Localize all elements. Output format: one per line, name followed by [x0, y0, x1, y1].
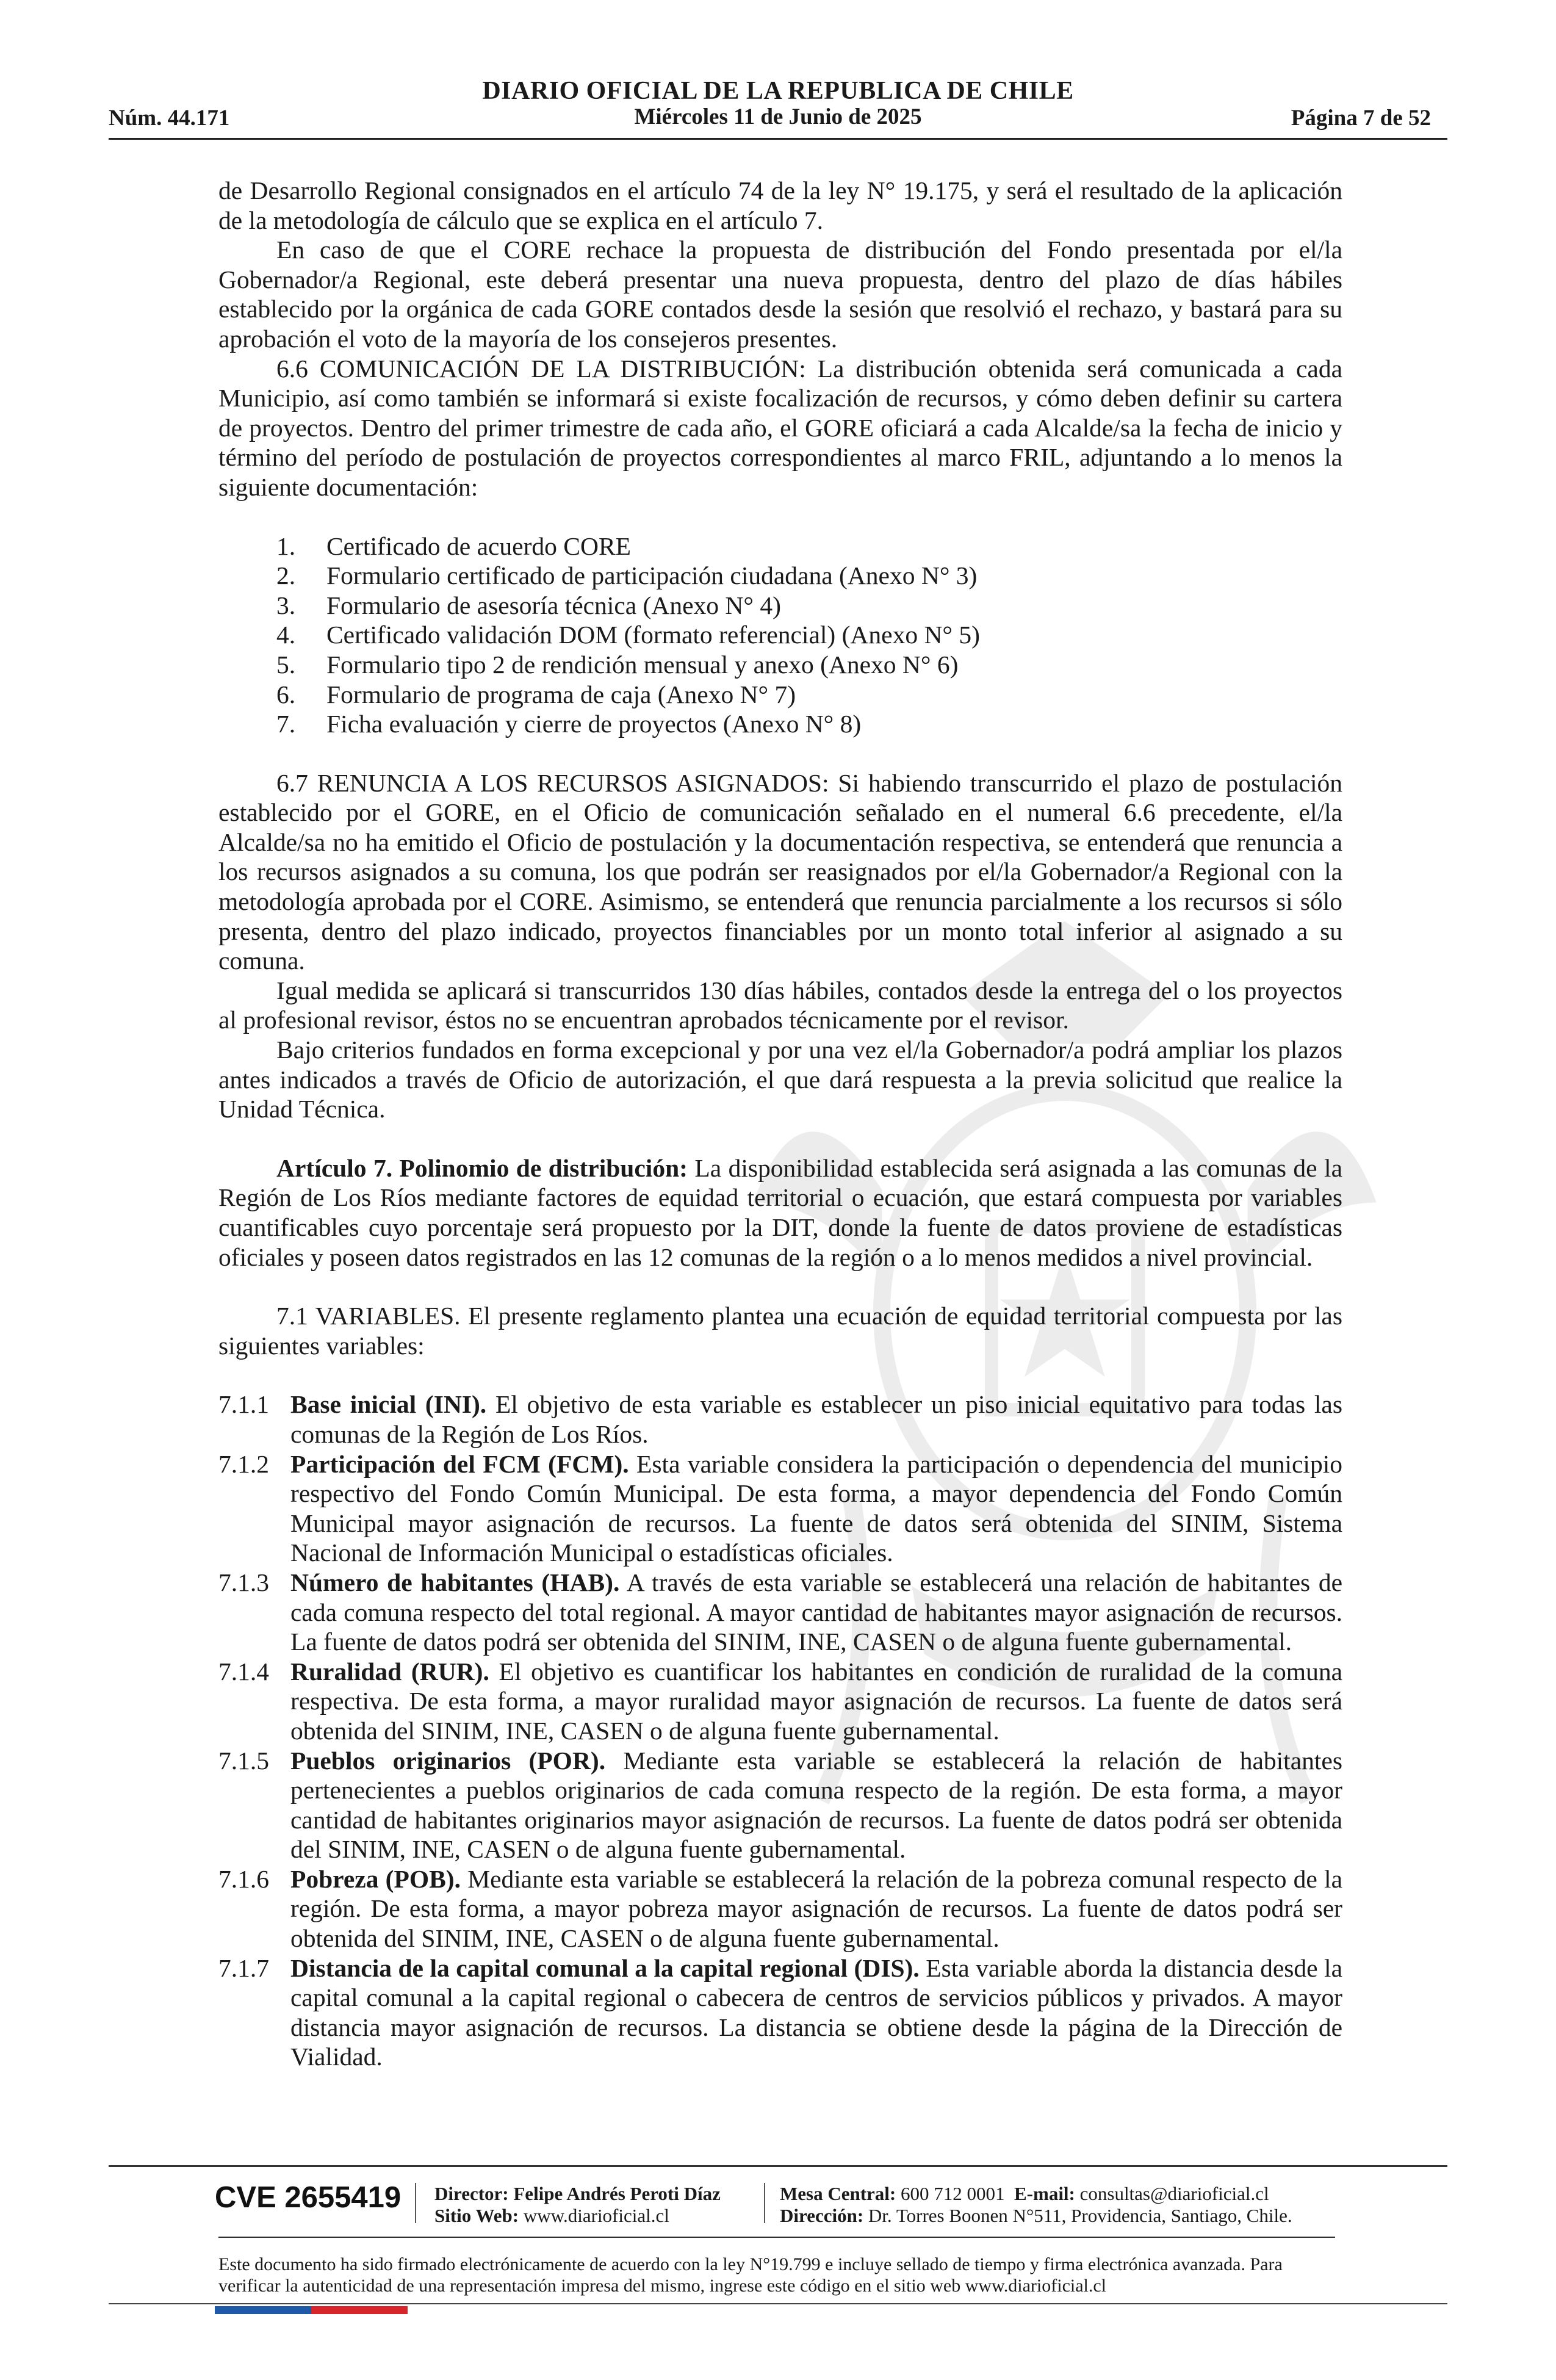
variable-description — [290, 1953, 1342, 2072]
phone-number: 600 712 0001 — [901, 2183, 1005, 2204]
variable-text: Esta variable aborda la distancia desde la capital comunal a la capital regional o cabecera de centros de servicios públicos y privados. A mayor distancia mayor asignación de recursos. La distancia se obtiene desde la página de la Dirección de Vialidad. — [290, 1953, 1343, 2071]
list-item — [276, 650, 1342, 680]
website-label: Sitio Web: — [434, 2205, 519, 2226]
list-item — [276, 561, 1342, 591]
email-link[interactable]: consultas@diarioficial.cl — [1079, 2183, 1269, 2204]
website-link[interactable]: www.diarioficial.cl — [523, 2205, 669, 2226]
variable-description — [290, 1746, 1342, 1864]
variable-item — [218, 1657, 1342, 1746]
page-indicator: Página 7 de 52 — [1291, 106, 1431, 131]
list-item-number: 4. — [276, 621, 296, 649]
variable-heading: Ruralidad (RUR). — [290, 1657, 489, 1686]
variable-item — [218, 1568, 1342, 1657]
variable-heading: Pueblos originarios (POR). — [290, 1746, 606, 1775]
footer-director-block — [434, 2183, 721, 2227]
footer-divider-bottom — [109, 2303, 1447, 2304]
issue-date: Miércoles 11 de Junio de 2025 — [634, 104, 922, 129]
signature-notice: Este documento ha sido firmado electrónicamente de acuerdo con la ley N°19.799 e incluye sellado de tiempo y firma electrónica avanzada. Para verificar la autenticidad de una representación impresa del mismo, ingrese este código en el sitio web www.diarioficial.cl — [218, 2254, 1283, 2296]
list-item-text: Formulario de programa de caja (Anexo N° 7) — [326, 680, 796, 709]
variable-number: 7.1.3 — [218, 1568, 269, 1596]
variable-item — [218, 1449, 1342, 1568]
variable-number: 7.1.5 — [218, 1746, 269, 1775]
address-label: Dirección: — [780, 2205, 864, 2226]
variable-heading: Base inicial (INI). — [290, 1390, 487, 1419]
email-label: E-mail: — [1014, 2183, 1075, 2204]
list-item-number: 5. — [276, 650, 296, 679]
footer-separator — [415, 2183, 416, 2223]
list-item-text: Certificado de acuerdo CORE — [326, 532, 631, 560]
variable-heading: Distancia de la capital comunal a la capital regional (DIS). — [290, 1953, 920, 1982]
variable-text: Esta variable considera la participación o dependencia del municipio respectivo del Fondo Común Municipal. De esta forma, a mayor dependencia del Fondo Común Municipal mayor asignación de recursos. La fuente de datos será obtenida del SINIM, Sistema Nacional de Información Municipal o estadísticas oficiales. — [290, 1449, 1342, 1567]
footer-divider-top — [109, 2165, 1447, 2167]
variable-item — [218, 1953, 1342, 2072]
list-item — [276, 709, 1342, 739]
variable-item — [218, 1390, 1342, 1449]
paragraph-article-7 — [218, 1153, 1342, 1272]
article-7-heading: Artículo 7. Polinomio de distribución: — [276, 1153, 688, 1182]
variable-item — [218, 1746, 1342, 1864]
list-item-number: 2. — [276, 561, 296, 590]
list-item-text: Formulario tipo 2 de rendición mensual y anexo (Anexo N° 6) — [326, 650, 959, 679]
list-item — [276, 532, 1342, 561]
article-7-text: La disponibilidad establecida será asignada a las comunas de la Región de Los Ríos mediante factores de equidad territorial o ecuación, que estará compuesta por variables cuantificables cuyo porcentaje será propuesto por la DIT, donde la fuente de datos proviene de estadísticas oficiales y poseen datos registrados en las 12 comunas de la región o a lo menos medidos a nivel provincial. — [218, 1153, 1342, 1271]
variable-number: 7.1.1 — [218, 1390, 269, 1419]
issue-number: Núm. 44.171 — [109, 106, 230, 131]
variable-text: A través de esta variable se establecerá una relación de habitantes de cada comuna respecto del total regional. A mayor cantidad de habitantes mayor asignación de recursos. La fuente de datos podrá ser obtenida del SINIM, INE, CASEN o de alguna fuente gubernamental. — [290, 1568, 1342, 1656]
paragraph-core-rejection: En caso de que el CORE rechace la propuesta de distribución del Fondo presentada por el/la Gobernador/a Regional, este deberá presentar una nueva propuesta, dentro del plazo de días hábiles establecido por la orgánica de cada GORE contados desde la sesión que resolvió el rechazo, y bastará para su aprobación el voto de la mayoría de los consejeros presentes. — [218, 236, 1342, 353]
paragraph-section-6-6: 6.6 COMUNICACIÓN DE LA DISTRIBUCIÓN: La distribución obtenida será comunicada a cada Municipio, así como también se informará si existe focalización de recursos, y cómo deben definir su cartera de proyectos. Dentro del primer trimestre de cada año, el GORE oficiará a cada Alcalde/sa la fecha de inicio y término del período de postulación de proyectos correspondientes al marco FRIL, adjuntando a lo menos la siguiente documentación: — [218, 354, 1342, 501]
variable-item — [218, 1864, 1342, 1953]
list-item-number: 6. — [276, 680, 296, 709]
paragraph-section-6-7: 6.7 RENUNCIA A LOS RECURSOS ASIGNADOS: Si habiendo transcurrido el plazo de postulación establecido por el GORE, en el Oficio de comunicación señalado en el numeral 6.6 precedente, el/la Alcalde/sa no ha emitido el Oficio de postulación y la documentación respectiva, se entenderá que renuncia a los recursos asignados a su comuna, los que podrán ser reasignados por el/la Gobernador/a Regional con la metodología aprobada por el CORE. Asimismo, se entenderá que renuncia parcialmente a los recursos si sólo presenta, dentro del plazo indicado, proyectos financiables por un monto total inferior al asignado a su comuna. — [218, 768, 1342, 975]
variable-heading: Participación del FCM (FCM). — [290, 1449, 629, 1478]
variable-number: 7.1.7 — [218, 1953, 269, 1982]
cve-code: CVE 2655419 — [215, 2181, 402, 2214]
variable-description — [290, 1449, 1342, 1568]
list-item-text: Formulario certificado de participación ciudadana (Anexo N° 3) — [326, 561, 978, 590]
variable-text: El objetivo es cuantificar los habitantes en condición de ruralidad de la comuna respectiva. De esta forma, a mayor ruralidad mayor asignación de recursos. La fuente de datos será obtenida del SINIM, INE, CASEN o de alguna fuente gubernamental. — [290, 1657, 1342, 1745]
header-divider — [109, 138, 1447, 140]
footer-contact-block — [780, 2183, 1292, 2227]
variable-description — [290, 1568, 1342, 1657]
variable-number: 7.1.6 — [218, 1864, 269, 1893]
address-value: Dr. Torres Boonen N°511, Providencia, Santiago, Chile. — [868, 2205, 1292, 2226]
list-item-number: 1. — [276, 532, 296, 560]
flag-stripe-blue — [215, 2306, 311, 2314]
variable-heading: Número de habitantes (HAB). — [290, 1568, 620, 1596]
paragraph-130-days: Igual medida se aplicará si transcurridos 130 días hábiles, contados desde la entrega del o los proyectos al profesional revisor, éstos no se encuentran aprobados técnicamente por el revisor. — [218, 976, 1342, 1034]
variable-number: 7.1.2 — [218, 1449, 269, 1478]
list-item-number: 7. — [276, 710, 296, 738]
list-item-number: 3. — [276, 591, 296, 619]
variable-text: Mediante esta variable se establecerá la relación de habitantes pertenecientes a pueblos originarios de cada comuna respecto de la región. De esta forma, a mayor cantidad de habitantes originarios mayor asignación de recursos. La fuente de datos podrá ser obtenida del SINIM, INE, CASEN o de alguna fuente gubernamental. — [290, 1746, 1342, 1864]
footer-divider-middle — [218, 2237, 1335, 2238]
director-label: Director: — [434, 2183, 509, 2204]
paragraph-exceptional-extension: Bajo criterios fundados en forma excepcional y por una vez el/la Gobernador/a podrá ampliar los plazos antes indicados a través de Oficio de autorización, el que dará respuesta a la previa solicitud que realice la Unidad Técnica. — [218, 1036, 1342, 1123]
variable-description — [290, 1657, 1342, 1746]
document-body — [218, 176, 1342, 2072]
director-name: Felipe Andrés Peroti Díaz — [513, 2183, 721, 2204]
flag-stripe-red — [311, 2306, 408, 2314]
documentation-list — [218, 532, 1342, 739]
variable-description — [290, 1864, 1342, 1953]
newspaper-title: DIARIO OFICIAL DE LA REPUBLICA DE CHILE — [482, 77, 1074, 105]
variable-text: El objetivo de esta variable es establecer un piso inicial equitativo para todas las comunas de la Región de Los Ríos. — [290, 1390, 1343, 1448]
paragraph-variables-intro: 7.1 VARIABLES. El presente reglamento plantea una ecuación de equidad territorial compuesta por las siguientes variables: — [218, 1302, 1342, 1360]
paragraph-continuation: de Desarrollo Regional consignados en el artículo 74 de la ley N° 19.175, y será el resultado de la aplicación de la metodología de cálculo que se explica en el artículo 7. — [218, 176, 1342, 234]
variable-number: 7.1.4 — [218, 1657, 269, 1686]
variables-list — [218, 1390, 1342, 2072]
list-item — [276, 680, 1342, 710]
list-item — [276, 591, 1342, 621]
phone-label: Mesa Central: — [780, 2183, 896, 2204]
list-item-text: Certificado validación DOM (formato referencial) (Anexo N° 5) — [326, 621, 980, 649]
variable-text: Mediante esta variable se establecerá la relación de la pobreza comunal respecto de la región. De esta forma, a mayor pobreza mayor asignación de recursos. La fuente de datos podrá ser obtenida del SINIM, INE, CASEN o de alguna fuente gubernamental. — [290, 1864, 1343, 1953]
list-item-text: Formulario de asesoría técnica (Anexo N° 4) — [326, 591, 781, 619]
footer-separator — [764, 2183, 765, 2223]
list-item — [276, 620, 1342, 650]
variable-heading: Pobreza (POB). — [290, 1864, 461, 1893]
variable-description — [290, 1390, 1342, 1449]
list-item-text: Ficha evaluación y cierre de proyectos (Anexo N° 8) — [326, 710, 862, 738]
